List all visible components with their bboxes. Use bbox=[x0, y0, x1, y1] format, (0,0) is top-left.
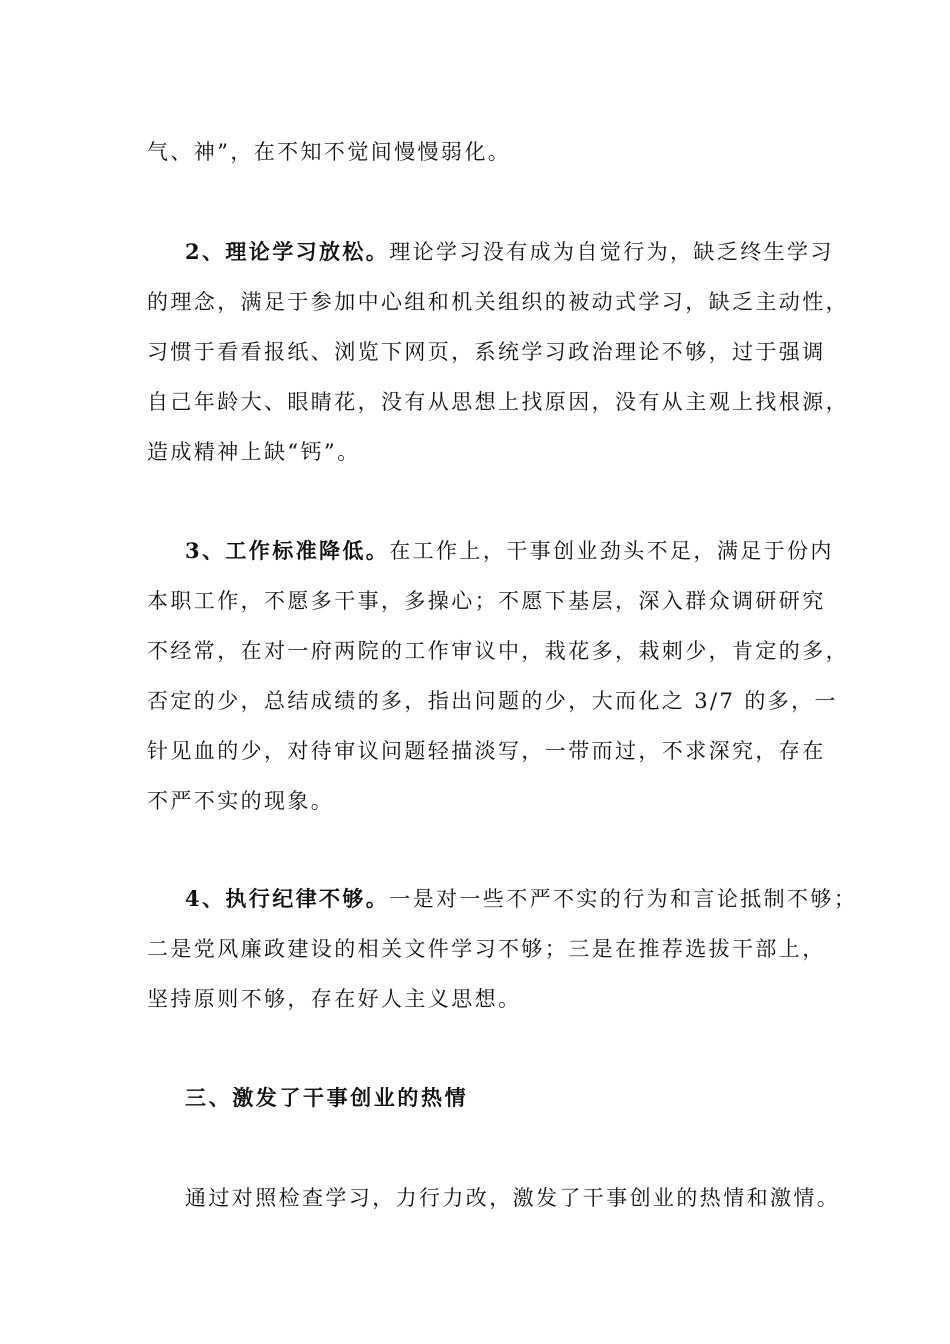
paragraph-5-line-1: 通过对照检查学习，力行力改，激发了干事创业的热情和激情。 bbox=[185, 1186, 841, 1210]
paragraph-3-line-4: 否定的少，总结成绩的多，指出问题的少，大而化之 3/7 的多，一 bbox=[147, 689, 838, 713]
paragraph-2-lead: 2、理论学习放松。 bbox=[185, 239, 390, 264]
paragraph-2-line-4: 自己年龄大、眼睛花，没有从思想上找原因，没有从主观上找根源， bbox=[147, 390, 849, 414]
paragraph-4-line-2: 二是党风廉政建设的相关文件学习不够；三是在推荐选拔干部上， bbox=[147, 937, 826, 961]
paragraph-2-line-5: 造成精神上缺“钙”。 bbox=[147, 440, 361, 464]
paragraph-1-line-1: 气、神”，在不知不觉间慢慢弱化。 bbox=[147, 140, 512, 164]
paragraph-3-lead: 3、工作标准降低。 bbox=[185, 538, 390, 563]
paragraph-2-line-2: 的理念，满足于参加中心组和机关组织的被动式学习，缺乏主动性， bbox=[147, 290, 849, 314]
paragraph-3-line-3: 不经常，在对一府两院的工作审议中，栽花多，栽刺少，肯定的多， bbox=[147, 639, 849, 663]
paragraph-4-lead: 4、执行纪律不够。 bbox=[185, 886, 390, 911]
paragraph-3-line-1-rest: 在工作上，干事创业劲头不足，满足于份内 bbox=[389, 539, 834, 563]
paragraph-4-line-1 bbox=[185, 884, 865, 914]
paragraph-2-line-1-rest: 理论学习没有成为自觉行为，缺乏终生学习 bbox=[389, 240, 834, 264]
paragraph-3-line-1 bbox=[185, 536, 865, 566]
paragraph-3-line-2: 本职工作，不愿多干事，多操心；不愿下基层，深入群众调研研究 bbox=[147, 589, 826, 613]
paragraph-3-line-5: 针见血的少，对待审议问题轻描淡写，一带而过，不求深究，存在 bbox=[147, 739, 826, 763]
paragraph-2-line-3: 习惯于看看报纸、浏览下网页，系统学习政治理论不够，过于强调 bbox=[147, 340, 826, 364]
paragraph-3-line-6: 不严不实的现象。 bbox=[147, 789, 335, 813]
paragraph-2-line-1 bbox=[185, 237, 865, 267]
paragraph-4-line-3: 坚持原则不够，存在好人主义思想。 bbox=[147, 987, 522, 1011]
paragraph-4-line-1-rest: 一是对一些不严不实的行为和言论抵制不够； bbox=[389, 887, 858, 911]
section-3-heading: 三、激发了干事创业的热情 bbox=[185, 1085, 469, 1110]
